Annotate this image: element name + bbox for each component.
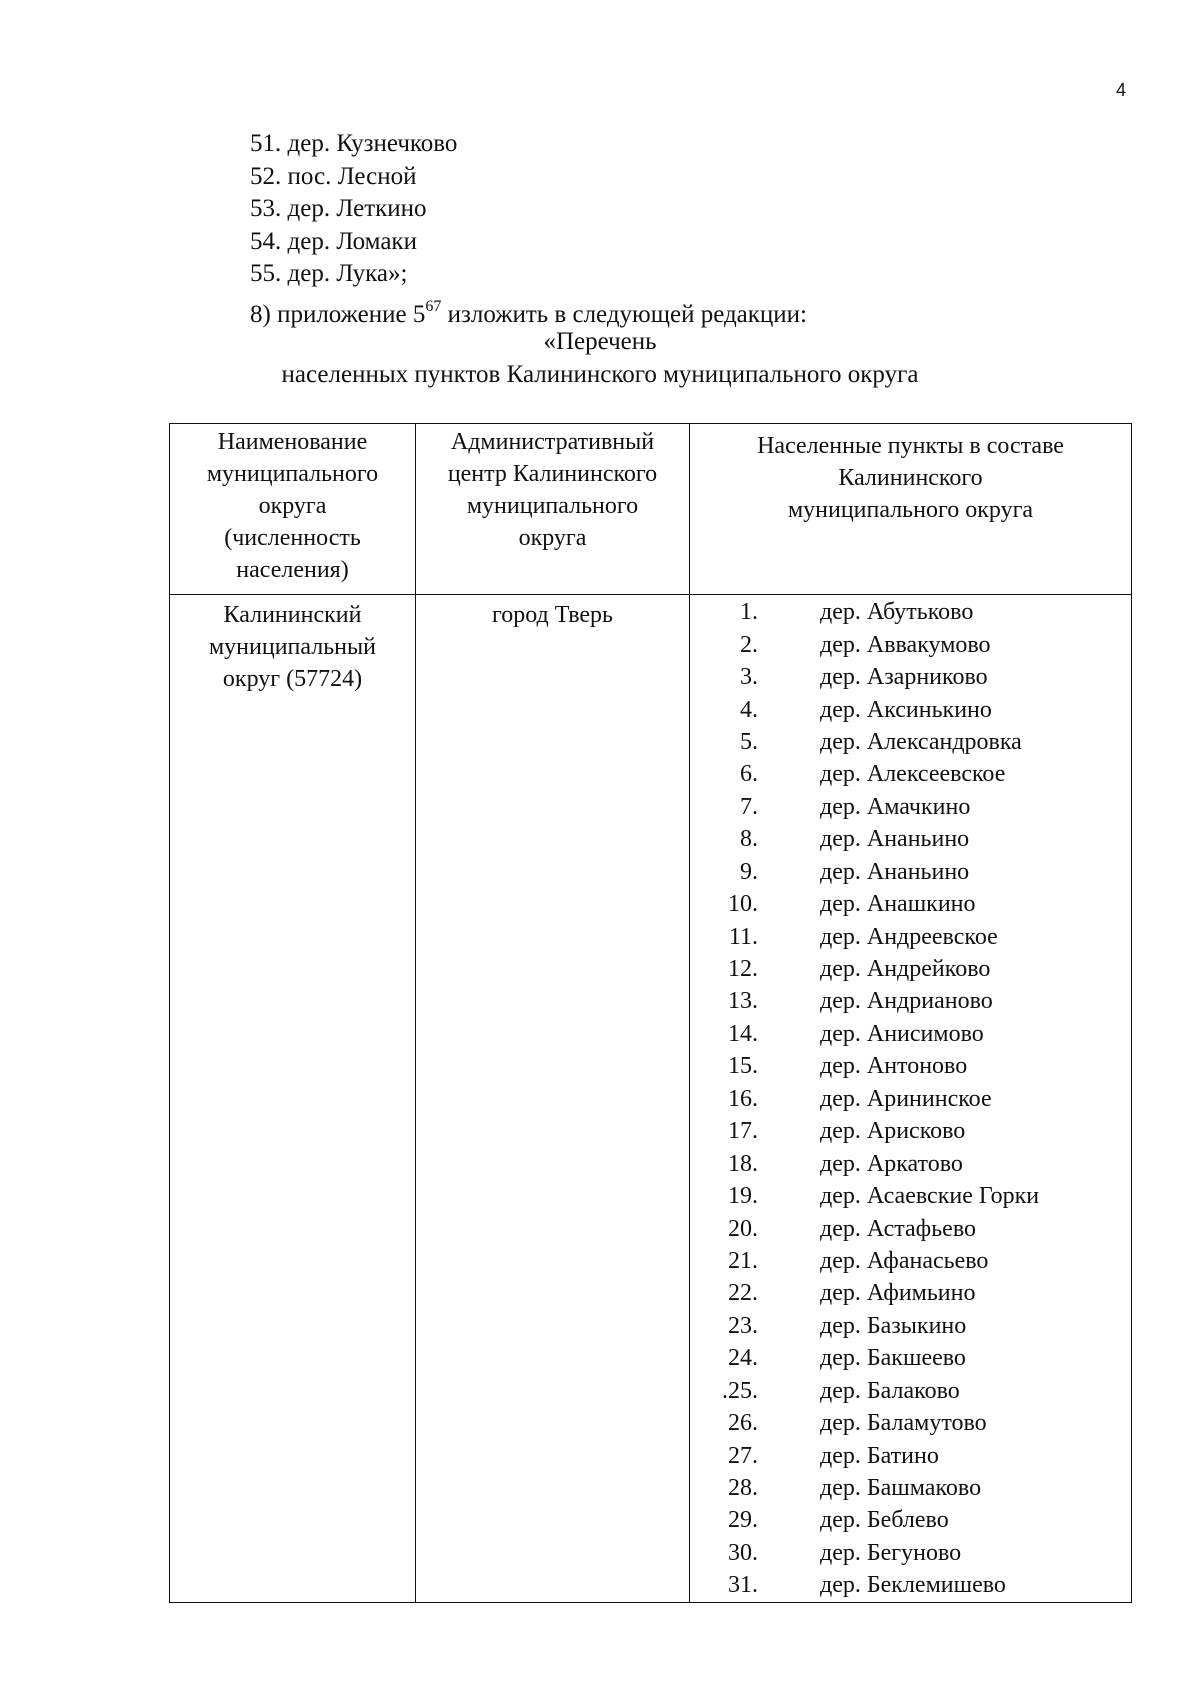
list-item: 52. пос. Лесной [250,162,417,190]
settlement-name: дер. Аввакумово [820,631,991,658]
settlement-name: дер. Аркатово [820,1150,963,1177]
list-item [690,823,1131,855]
settlement-name: дер. Анисимово [820,1020,984,1047]
settlement-number: 6. [740,761,758,788]
title-line-1: «Перечень [543,328,657,355]
settlement-number: 4. [740,696,758,723]
settlement-name: дер. Андрейково [820,956,991,983]
settlement-number: 5. [740,728,758,755]
settlement-number: 27. [728,1442,758,1469]
list-item: 55. дер. Лука»; [250,260,408,287]
settlement-number: 24. [728,1345,758,1372]
list-item [690,1472,1131,1504]
settlement-name: дер. Аксинькино [820,696,992,723]
settlement-number: 7. [740,793,758,820]
settlement-name: дер. Антоново [820,1053,968,1080]
list-item [690,1407,1131,1439]
list-item [690,1439,1131,1471]
header-line: округа [518,525,587,551]
settlement-list [690,596,1131,1602]
settlement-name: дер. Батино [820,1442,939,1469]
list-item [690,920,1131,952]
table-header-row [170,424,1132,595]
settlement-name: дер. Арининское [820,1085,992,1112]
settlement-name: дер. Балаково [820,1377,960,1404]
list-item [690,628,1131,660]
page-number: 4 [1116,80,1127,100]
settlements-table [169,423,1132,1603]
settlement-number: 28. [728,1475,758,1502]
amendment-prefix: 8) приложение 5 [250,300,426,328]
district-cell [170,595,416,1603]
table-row [170,595,1132,1603]
settlement-name: дер. Анашкино [820,891,976,918]
list-item [690,596,1131,628]
list-item [690,1537,1131,1569]
list-item [690,1569,1131,1601]
settlement-name: дер. Беклемишево [820,1572,1006,1599]
header-district [170,424,416,595]
list-item [690,1050,1131,1082]
list-item [690,985,1131,1017]
list-item [690,1504,1131,1536]
list-item [690,953,1131,985]
list-item [690,726,1131,758]
list-item: 54. дер. Ломаки [250,227,417,255]
title-line-2: населенных пунктов Калининского муниципального округа [281,361,919,388]
header-line: центр Калининского [447,461,658,487]
header-line: муниципального округа [787,497,1034,523]
settlement-number: 19. [728,1183,758,1210]
list-item [690,1310,1131,1342]
admin-center: город Тверь [491,602,614,628]
settlement-number: 30. [728,1539,758,1566]
district-line: муниципальный [208,634,376,660]
settlements-cell [690,595,1132,1603]
list-item [690,1083,1131,1115]
amendment-superscript: 67 [425,297,442,315]
list-item [690,1375,1131,1407]
settlement-name: дер. Азарниково [820,664,988,691]
settlement-name: дер. Андреевское [820,923,998,950]
header-line: муниципального [206,461,379,487]
settlement-name: дер. Андрианово [820,988,993,1015]
settlement-name: дер. Афимьино [820,1280,976,1307]
amendment-suffix: изложить в следующей редакции: [441,300,808,328]
settlement-number: 23. [728,1312,758,1339]
header-line: муниципального [466,493,639,519]
settlement-name: дер. Абутьково [820,599,974,626]
list-item: 51. дер. Кузнечково [250,130,458,157]
list-item [690,1342,1131,1374]
settlement-name: дер. Александровка [820,728,1022,755]
settlement-number: 18. [728,1150,758,1177]
header-line: Калининского [838,465,983,491]
settlement-number: 8. [740,826,758,853]
settlement-number: 21. [728,1247,758,1274]
settlement-name: дер. Ананьино [820,826,970,853]
list-item [690,1147,1131,1179]
header-settlements [690,424,1132,595]
settlement-number: 11. [728,923,758,950]
settlement-number: 31. [728,1572,758,1599]
district-line: округ (57724) [222,666,363,692]
settlement-number: 15. [728,1053,758,1080]
amendment-line [250,291,807,332]
settlement-name: дер. Базыкино [820,1312,967,1339]
list-item [690,888,1131,920]
list-item [690,1212,1131,1244]
list-item [690,1018,1131,1050]
list-item [690,1277,1131,1309]
settlement-number: 22. [728,1280,758,1307]
list-item [690,661,1131,693]
header-admin-center [416,424,690,595]
list-item [690,1180,1131,1212]
header-line: Населенные пункты в составе [757,433,1064,459]
settlement-name: дер. Ананьино [820,858,970,885]
list-item [690,856,1131,888]
settlement-number: 1. [740,599,758,626]
settlement-number: 17. [728,1118,758,1145]
settlement-name: дер. Астафьево [820,1215,976,1242]
list-item [690,758,1131,790]
settlement-number: 2. [740,631,758,658]
header-line: Наименование [217,429,368,455]
settlement-number: 29. [728,1507,758,1534]
settlement-name: дер. Баламутово [820,1410,987,1437]
settlement-number: 9. [740,858,758,885]
list-item: 53. дер. Леткино [250,195,427,222]
settlement-number: 20. [728,1215,758,1242]
header-line: (численность [224,525,361,551]
admin-center-cell [416,595,690,1603]
settlement-name: дер. Беблево [820,1507,949,1534]
header-line: населения) [236,557,349,583]
list-item [690,791,1131,823]
settlement-name: дер. Амачкино [820,793,971,820]
settlement-name: дер. Асаевские Горки [820,1183,1040,1210]
settlement-number: 12. [728,956,758,983]
settlement-number: 16. [728,1085,758,1112]
settlement-number: 14. [728,1020,758,1047]
district-line: Калининский [223,602,362,628]
settlement-name: дер. Бегуново [820,1539,962,1566]
settlement-name: дер. Бакшеево [820,1345,966,1372]
settlement-name: дер. Башмаково [820,1475,982,1502]
settlement-name: дер. Арисково [820,1118,966,1145]
settlement-number: 3. [740,664,758,691]
list-item [690,1115,1131,1147]
list-item [690,693,1131,725]
settlement-name: дер. Афанасьево [820,1247,989,1274]
settlement-name: дер. Алексеевское [820,761,1006,788]
header-line: округа [258,493,327,519]
settlement-number: 26. [728,1410,758,1437]
list-item [690,1245,1131,1277]
settlement-number: .25. [722,1377,758,1404]
header-line: Административный [450,429,655,455]
previous-settlement-list [250,128,807,331]
settlement-number: 10. [728,891,758,918]
settlement-number: 13. [728,988,758,1015]
